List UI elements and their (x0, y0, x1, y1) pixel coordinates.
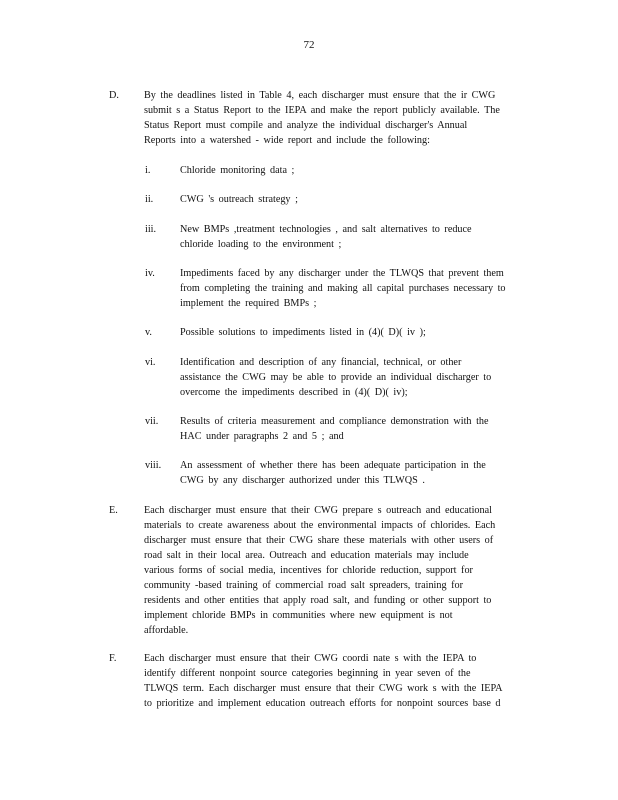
text-line: community -based training of commercial road salt spreaders, training for (144, 580, 463, 591)
list-item-number: v. (145, 327, 152, 338)
text-line: Reports into a watershed - wide report and include the following: (144, 135, 430, 146)
text-line: By the deadlines listed in Table 4, each discharger must ensure that the ir CWG (144, 90, 496, 101)
list-item-number: i. (145, 165, 151, 176)
section-d-paragraph (144, 88, 526, 148)
text-line: assistance the CWG may be able to provide an individual discharger to (180, 372, 492, 383)
text-line: affordable. (144, 625, 189, 636)
text-line: implement the required BMPs ; (180, 298, 317, 309)
list-item-number: ii. (145, 194, 154, 205)
text-line: Possible solutions to impediments listed in (4)( D)( iv ); (180, 327, 426, 338)
text-line: Identification and description of any financial, technical, or other (180, 357, 462, 368)
list-item-text (180, 458, 545, 488)
list-item-text (180, 163, 545, 178)
text-line: overcome the impediments described in (4)( D)( iv); (180, 387, 408, 398)
list-item-number: viii. (145, 460, 162, 471)
list-item-number: vii. (145, 416, 159, 427)
text-line: Results of criteria measurement and compliance demonstration with the (180, 416, 489, 427)
list-item-text (180, 192, 545, 207)
text-line: An assessment of whether there has been adequate participation in the (180, 460, 486, 471)
list-item-text (180, 266, 545, 311)
text-line: New BMPs ,treatment technologies , and salt alternatives to reduce (180, 224, 472, 235)
text-line: identify different nonpoint source categories beginning in year seven of the (144, 668, 471, 679)
list-item-text (180, 222, 545, 252)
text-line: Impediments faced by any discharger under the TLWQS that prevent them (180, 268, 504, 279)
section-letter: D. (109, 90, 119, 101)
text-line: Each discharger must ensure that their CWG prepare s outreach and educational (144, 505, 492, 516)
text-line: Chloride monitoring data ; (180, 165, 295, 176)
list-item-text (180, 355, 545, 400)
text-line: from completing the training and making all capital purchases necessary to (180, 283, 506, 294)
list-item-number: iii. (145, 224, 157, 235)
list-item-text (180, 325, 545, 340)
text-line: residents and other entities that apply road salt, and funding or other support to (144, 595, 492, 606)
section-e-paragraph (144, 503, 526, 638)
text-line: discharger must ensure that their CWG share these materials with other users of (144, 535, 494, 546)
list-item-number: iv. (145, 268, 155, 279)
list-item-number: vi. (145, 357, 156, 368)
text-line: TLWQS term. Each discharger must ensure that their CWG work s with the IEPA (144, 683, 503, 694)
text-line: Status Report must compile and analyze the individual discharger's Annual (144, 120, 468, 131)
page-number: 72 (303, 39, 315, 51)
text-line: Each discharger must ensure that their CWG coordi nate s with the IEPA to (144, 653, 477, 664)
text-line: CWG by any discharger authorized under this TLWQS . (180, 475, 425, 486)
text-line: chloride loading to the environment ; (180, 239, 342, 250)
section-f-paragraph (144, 651, 526, 711)
text-line: HAC under paragraphs 2 and 5 ; and (180, 431, 344, 442)
text-line: implement chloride BMPs in communities where new equipment is not (144, 610, 453, 621)
text-line: submit s a Status Report to the IEPA and make the report publicly available. The (144, 105, 500, 116)
section-letter: F. (109, 653, 117, 664)
section-letter: E. (109, 505, 118, 516)
list-item-text (180, 414, 545, 444)
text-line: road salt in their local area. Outreach and education materials may include (144, 550, 469, 561)
text-line: various forms of social media, incentives for chloride reduction, support for (144, 565, 473, 576)
text-line: to prioritize and implement education outreach efforts for nonpoint sources base d (144, 698, 501, 709)
text-line: materials to create awareness about the environmental impacts of chlorides. Each (144, 520, 496, 531)
text-line: CWG 's outreach strategy ; (180, 194, 298, 205)
